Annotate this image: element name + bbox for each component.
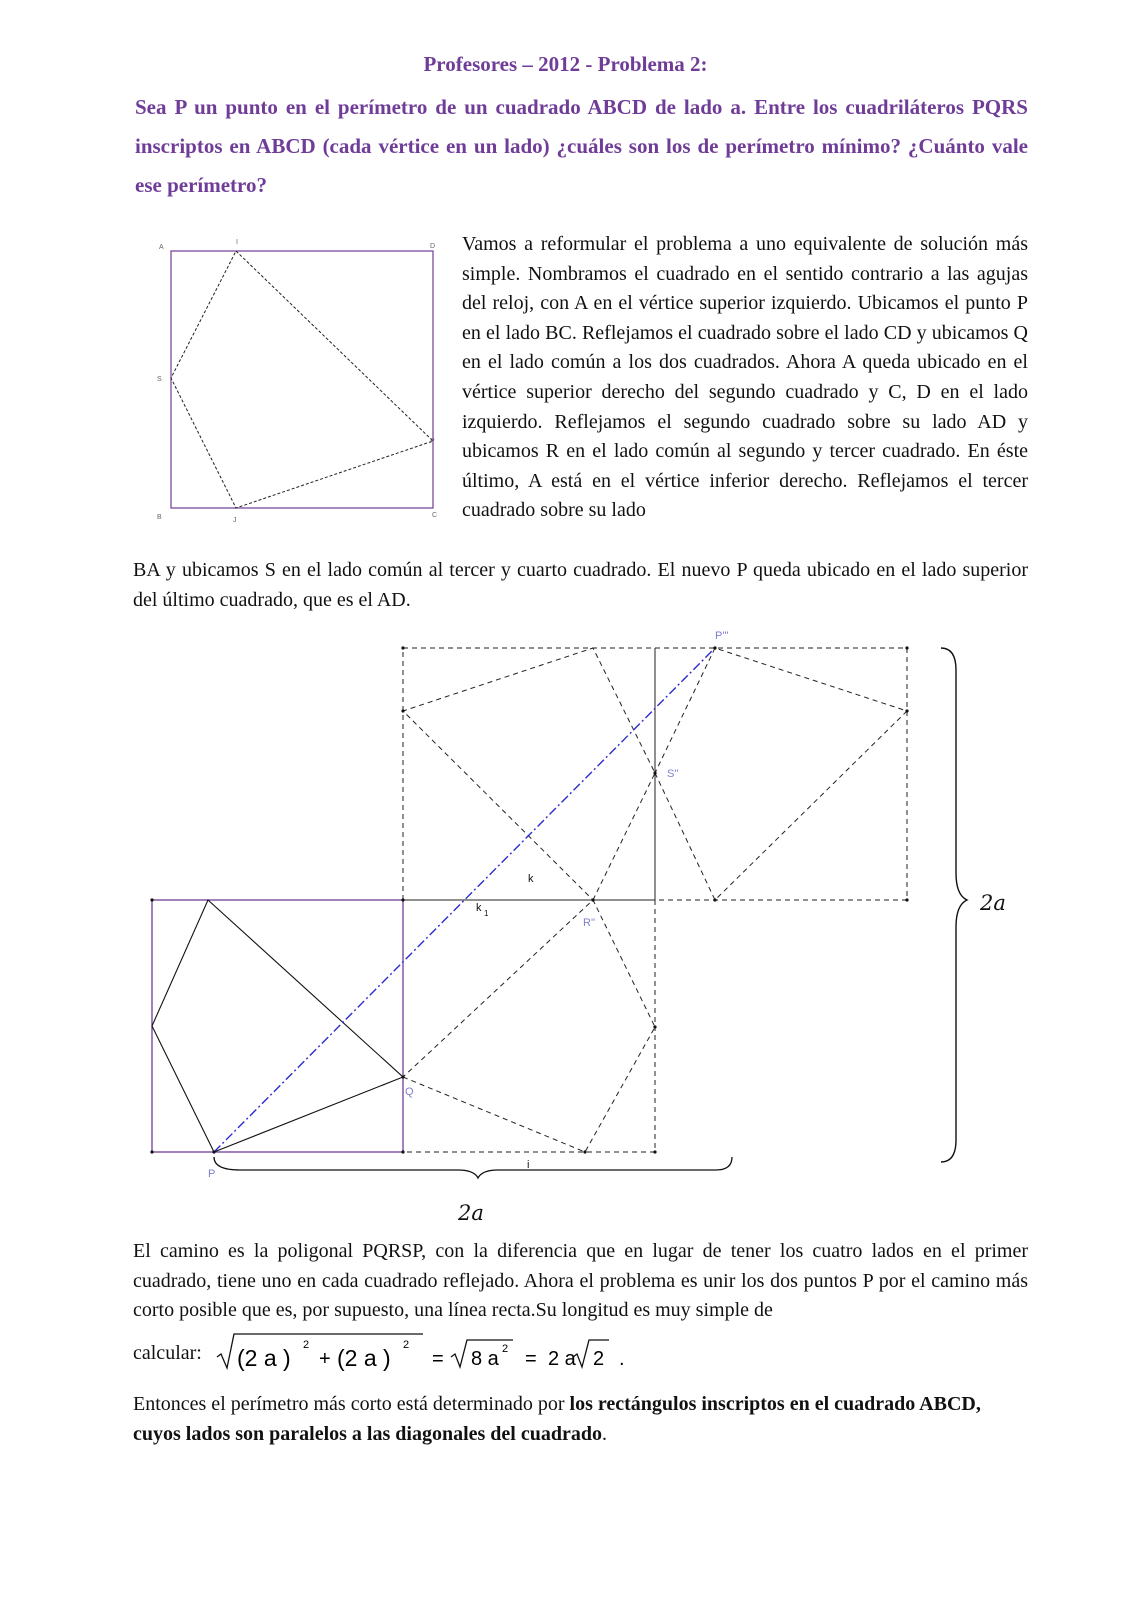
label-k1: k (476, 902, 482, 914)
label-2a-vertical: 2a (980, 891, 1006, 915)
quad-square-1 (152, 900, 403, 1152)
term-1: (2 a ) (237, 1345, 291, 1371)
paragraph-conclusion (133, 1390, 1028, 1449)
conclusion-text: Entonces el perímetro más corto está determinado por (133, 1393, 570, 1415)
label-r2: R'' (583, 917, 596, 929)
square-4 (403, 648, 655, 900)
inscribed-quadrilateral (171, 251, 433, 508)
exp-middle: 2 (502, 1343, 509, 1355)
result-coefficient: 2 a (548, 1348, 576, 1370)
label-2a-horizontal: 2a (458, 1201, 484, 1225)
label-d: D (430, 243, 436, 250)
square-2 (403, 900, 655, 1152)
label-s2: S'' (667, 768, 679, 780)
label-a: A (159, 244, 164, 251)
label-c: C (432, 512, 438, 519)
calc-label: calcular: (133, 1342, 202, 1364)
term-middle: 8 a (471, 1348, 499, 1370)
quad-square-2 (403, 900, 655, 1152)
label-k1-subscript: 1 (484, 909, 489, 918)
exp-2: 2 (403, 1339, 410, 1351)
horizontal-brace (214, 1157, 732, 1178)
label-i: i (527, 1159, 530, 1171)
term-2: (2 a ) (337, 1345, 391, 1371)
quad-square-3 (655, 648, 907, 900)
label-right: P (430, 438, 435, 445)
quad-square-4 (403, 648, 655, 900)
plus-sign: + (319, 1348, 331, 1370)
paragraph-path: El camino es la poligonal PQRSP, con la diferencia que en lugar de tener los cuatro lados en el primer cuadrado, tiene uno en cada cuadrado reflejado. Ahora el problema es unir los dos puntos P por el camino más corto posible que es, por supuesto, una línea recta.Su longitud es muy simple de (133, 1240, 1028, 1322)
square-1 (152, 900, 403, 1152)
paragraph-reformulation-continued: BA y ubicamos S en el lado común al tercer y cuarto cuadrado. El nuevo P queda ubicado en el lado superior del último cuadrado, que es el AD. (133, 559, 1028, 611)
label-top: I (236, 239, 238, 246)
formula-length (215, 1330, 645, 1376)
exp-1: 2 (303, 1339, 310, 1351)
vertical-brace (941, 648, 967, 1162)
label-p: P (208, 1168, 216, 1180)
equals-1: = (432, 1348, 444, 1370)
page-title: Profesores – 2012 - Problema 2: (423, 52, 708, 76)
paragraph-reformulation: Vamos a reformular el problema a uno equivalente de solución más simple. Nombramos el cuadrado en el sentido contrario a las agujas del reloj, con A en el vértice superior izquierdo. Ubicamos el punto P en el lado BC. Reflejamos el cuadrado sobre el lado CD y ubicamos Q en el lado común a los dos cuadrados. Ahora A queda ubicado en el vértice superior derecho del segundo cuadrado y C, D en el lado izquierdo. Reflejamos el segundo cuadrado sobre su lado AD y ubicamos R en el lado común al segundo y tercer cuadrado. En éste último, A está en el vértice inferior derecho. Reflejamos el tercer cuadrado sobre su lado (462, 233, 1028, 522)
label-b: B (157, 514, 162, 521)
result-radicand: 2 (593, 1348, 605, 1370)
figure-reflections (140, 625, 1006, 1230)
square-abcd (171, 251, 433, 508)
conclusion-bold: los rectángulos inscriptos en el cuadrado ABCD, cuyos lados son paralelos a las diagonales del cuadrado (133, 1393, 981, 1445)
label-k: k (528, 873, 534, 885)
label-p3: P''' (715, 630, 729, 642)
equals-2: = (525, 1348, 537, 1370)
label-q: Q (405, 1086, 414, 1098)
problem-statement: Sea P un punto en el perímetro de un cuadrado ABCD de lado a. Entre los cuadriláteros PQRS inscriptos en ABCD (cada vértice en un lado) ¿cuáles son los de perímetro mínimo? ¿Cuánto vale ese perímetro? (135, 95, 1028, 197)
conclusion-end: . (601, 1422, 607, 1445)
figure-square-inscribed (150, 236, 450, 536)
label-bottom: J (233, 517, 237, 524)
label-left: S (157, 376, 162, 383)
final-period: . (619, 1348, 625, 1370)
square-3 (655, 648, 907, 900)
